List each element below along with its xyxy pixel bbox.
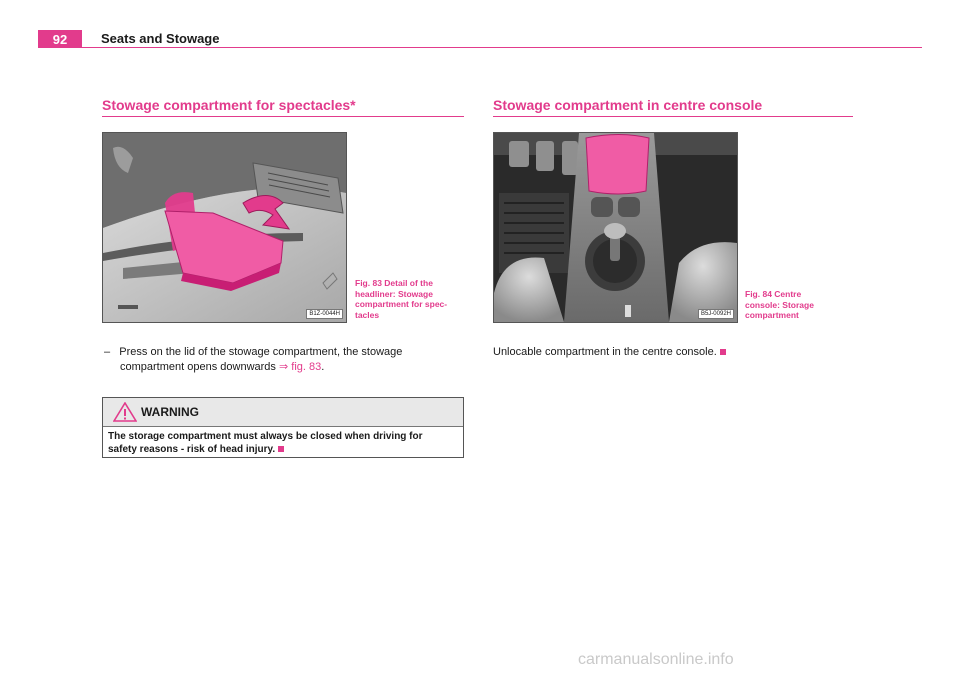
figure-centre-console bbox=[493, 132, 738, 323]
warning-header bbox=[103, 398, 463, 427]
figure-reference-link[interactable]: ⇒ fig. 83 bbox=[278, 361, 322, 373]
figure-code: B5J-0092H bbox=[698, 309, 734, 319]
figure-code: B1Z-0044H bbox=[306, 309, 343, 319]
section-rule-right bbox=[493, 116, 853, 117]
warning-box bbox=[102, 397, 464, 458]
figure-caption-83: Fig. 83 Detail of the headliner: Stowage compartment for spec- tacles bbox=[355, 278, 448, 320]
warning-triangle-icon bbox=[113, 402, 137, 422]
chapter-title: Seats and Stowage bbox=[101, 31, 220, 46]
section-title-centre-console: Stowage compartment in centre console bbox=[493, 97, 763, 113]
instruction-step: – Press on the lid of the stowage compartment, the stowage compartment opens downwards ⇒ fig. 83. bbox=[104, 346, 403, 373]
watermark: carmanualsonline.info bbox=[578, 651, 734, 668]
end-of-section-icon bbox=[720, 349, 726, 355]
header-rule bbox=[82, 47, 922, 48]
centre-console-description: Unlocable compartment in the centre console. bbox=[493, 345, 853, 360]
end-of-section-icon bbox=[278, 446, 284, 452]
section-title-spectacles: Stowage compartment for spectacles* bbox=[102, 97, 356, 113]
headliner-illustration bbox=[103, 133, 346, 322]
warning-label: WARNING bbox=[141, 405, 199, 419]
figure-caption-84: Fig. 84 Centre console: Storage compartment bbox=[745, 289, 814, 320]
section-rule-left bbox=[102, 116, 464, 117]
figure-headliner-spectacles bbox=[102, 132, 347, 323]
centre-console-illustration bbox=[494, 133, 737, 322]
page-number: 92 bbox=[38, 30, 82, 48]
warning-text: The storage compartment must always be closed when driving for safety reasons - risk of head injury. bbox=[108, 431, 423, 455]
